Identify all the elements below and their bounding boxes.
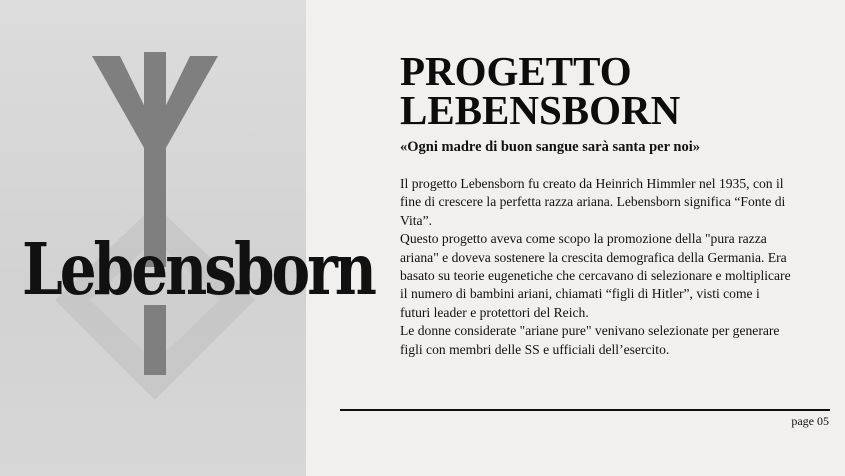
title-line-1: PROGETTO — [400, 48, 632, 94]
body-text — [400, 175, 792, 359]
page-title — [400, 48, 830, 133]
page-number: page 05 — [791, 414, 829, 428]
footer-divider — [340, 409, 830, 411]
paragraph-1: Il progetto Lebensborn fu creato da Heinrich Himmler nel 1935, con il fine di crescere la perfetta razza ariana. Lebensborn significa “Fonte di Vita”. — [400, 176, 786, 228]
logo-panel — [0, 0, 374, 476]
paragraph-3: Le donne considerate "ariane pure" venivano selezionate per generare figli con membri delle SS e ufficiali dell’esercito. — [400, 323, 780, 357]
title-line-2: LEBENSBORN — [400, 87, 681, 133]
lebensborn-logo-text: Lebensborn — [22, 228, 374, 311]
text-panel — [306, 0, 845, 476]
paragraph-2: Questo progetto aveva come scopo la promozione della "pura razza ariana" e doveva sostenere la crescita demografica della Germania. Era basato su teorie eugenetiche che cercavano di selezionare e moltiplicare il numero di bambini ariani, chiamati “figli di Hitler”, visti come i futuri leader e protettori del Reich. — [400, 231, 791, 320]
quote-subtitle: «Ogni madre di buon sangue sarà santa per noi» — [400, 139, 700, 155]
